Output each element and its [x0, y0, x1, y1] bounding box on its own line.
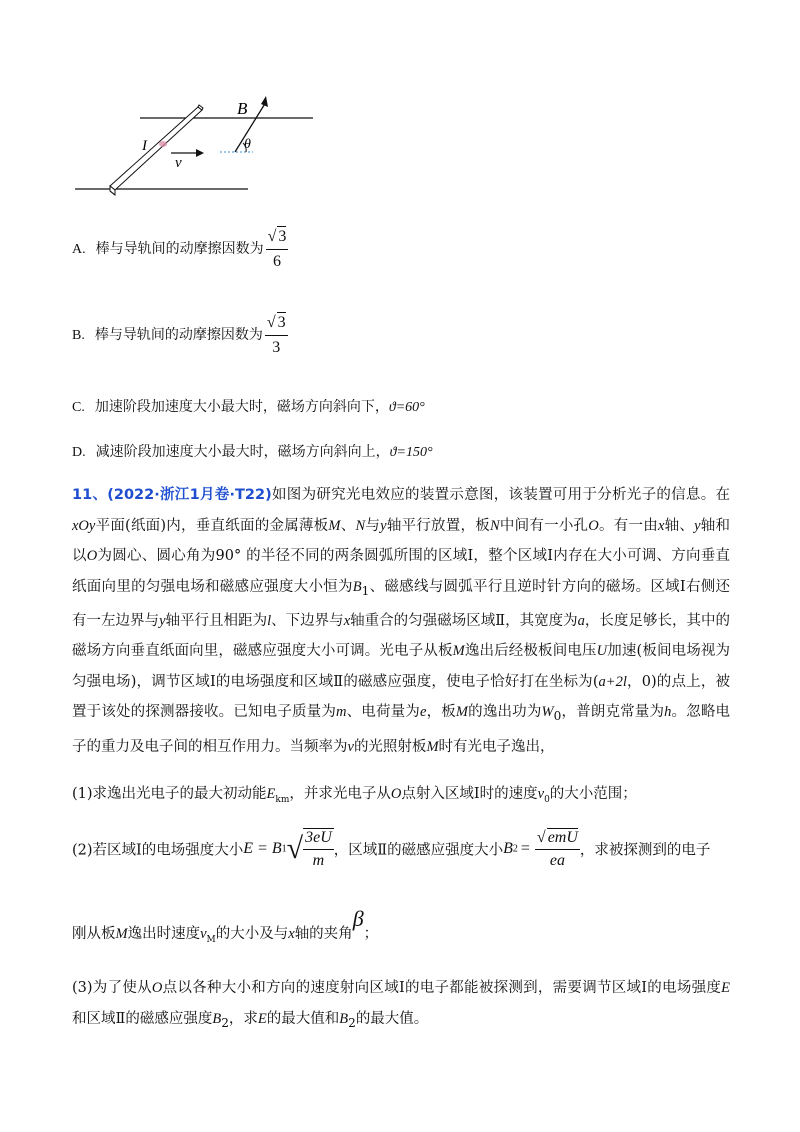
option-text: 减速阶段加速度大小最大时，磁场方向斜向上， — [95, 444, 390, 460]
option-b — [72, 312, 288, 358]
option-text: 棒与导轨间的动摩擦因数为 — [95, 241, 264, 257]
label-v: v — [175, 155, 182, 171]
option-c — [72, 397, 425, 418]
question-1: (1)求逸出光电子的最大初动能$E_{km}$，并求光电子从O点射入区域Ⅰ时的速度$v_0$的大小范围； — [72, 786, 637, 805]
option-angle: ϑ=150° — [389, 445, 433, 460]
label-theta: θ — [244, 137, 251, 152]
option-label: C. — [72, 400, 85, 415]
problem-11-statement: 11、(2022·浙江1月卷·T22)如图为研究光电效应的装置示意图，该装置可用于分析光子的信息。在xOy平面(纸面)内，垂直纸面的金属薄板M、N与y轴平行放置，板N中间有一小孔O。有一由x轴、y轴和以O为圆心、圆心角为90° 的半径不同的两条圆弧所围的区域Ⅰ，整个区域Ⅰ内存在大小可调、方向垂直纸面向里的匀强电场和磁感应强度大小恒为$B_1$、磁感线与圆弧平行且逆时针方向的磁场。区域Ⅰ右侧还有一左边界与y轴平行且相距为l、下边界与x轴重合的匀强磁场区域Ⅱ，其宽度为a，长度足够长，其中的磁场方向垂直纸面向里，磁感应强度大小可调。光电子从板M逸出后经极板间电压U加速(板间电场视为匀强电场)，调节区域Ⅰ的电场强度和区域Ⅱ的磁感应强度，使电子恰好打在坐标为(a+2l，0)的点上，被置于该处的探测器接收。已知电子质量为m、电荷量为e，板M的逸出功为$W_0$，普朗克常量为h。忽略电子的重力及电子间的相互作用力。当频率为ν的光照射板M时有光电子逸出， — [72, 487, 731, 755]
current-mark — [159, 141, 167, 147]
question-2: (2)若区域Ⅰ的电场强度大小E = B1√ $\frac{3eU}{m}$ ，区域Ⅱ的磁感应强度大小B2 = $\frac{\text{√ emU}}{ea}$ ，求被探测到的电子 — [72, 829, 711, 869]
label-B: B — [237, 99, 248, 118]
label-I: I — [142, 138, 147, 154]
option-label: A. — [72, 242, 86, 257]
option-label: D. — [72, 445, 86, 460]
field-fraction: $\frac{3eU}{m}$ — [305, 829, 332, 869]
option-label: B. — [72, 328, 85, 343]
fraction: $\frac{√ 3}{6}$ — [267, 228, 287, 270]
b2-fraction: $\frac{\text{√ emU}}{ea}$ — [536, 829, 578, 869]
field-formula: E = B — [243, 840, 282, 857]
fraction: $\frac{√ 3}{3}$ — [266, 314, 286, 356]
problem-header: 11、(2022·浙江1月卷·T22) — [72, 487, 272, 503]
option-text: 加速阶段加速度大小最大时，磁场方向斜向下， — [94, 399, 389, 415]
b2-formula: B — [503, 840, 513, 857]
option-d — [72, 442, 433, 463]
option-a — [72, 226, 288, 272]
option-angle: ϑ=60° — [388, 400, 425, 415]
question-2-cont: 刚从板M逸出时速度$v_M$的大小及与x轴的夹角β； — [72, 906, 379, 945]
question-3: (3)为了使从O点以各种大小和方向的速度射向区域Ⅰ的电子都能被探测到，需要调节区域Ⅰ的电场强度E和区域Ⅱ的磁感应强度$B_2$，求E的最大值和$B_2$的最大值。 — [72, 980, 730, 1030]
rail-figure — [60, 85, 330, 210]
rail-diagram — [60, 85, 330, 210]
option-text: 棒与导轨间的动摩擦因数为 — [94, 327, 263, 343]
